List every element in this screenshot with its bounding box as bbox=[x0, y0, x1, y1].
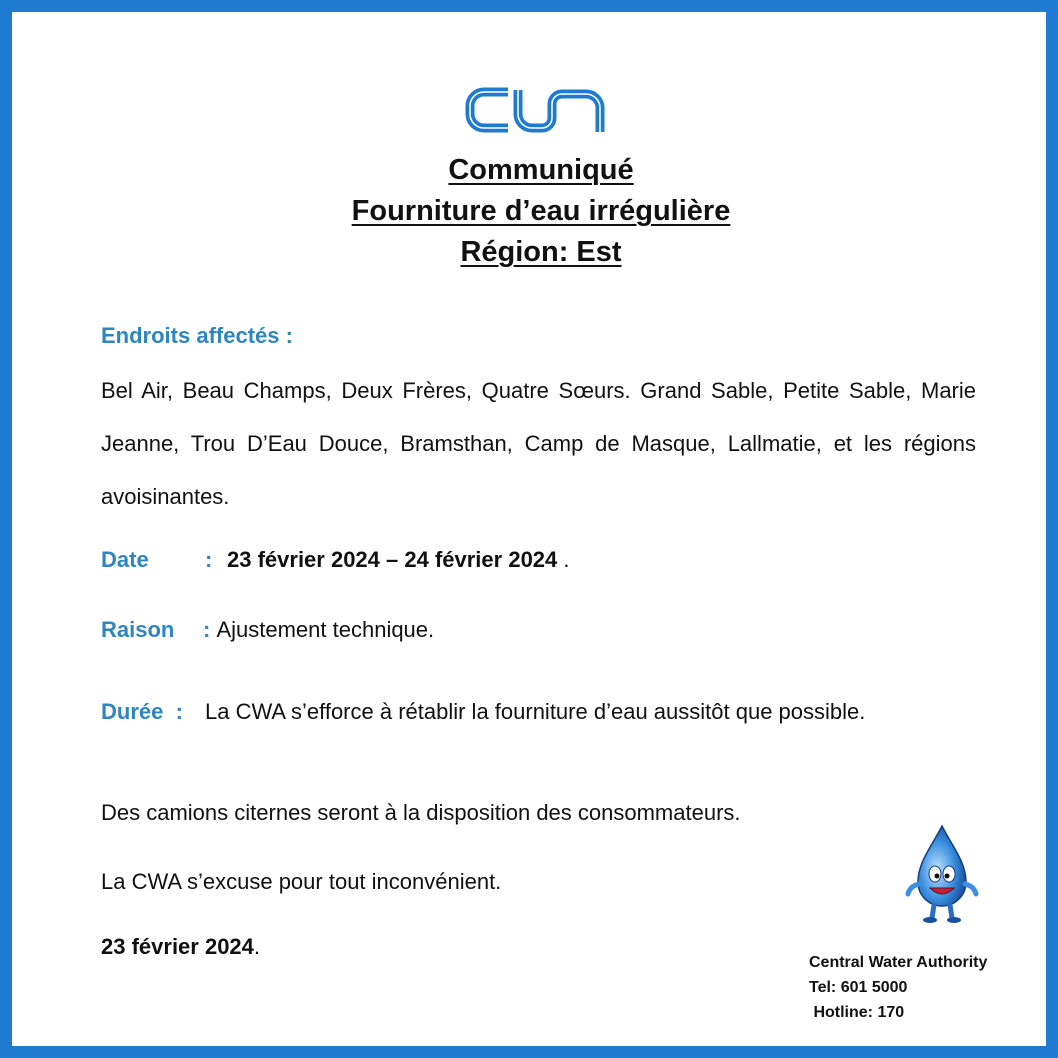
affected-places: Bel Air, Beau Champs, Deux Frères, Quatre Sœurs. Grand Sable, Petite Sable, Marie Jeanne, Trou D’Eau Douce, Bramsthan, Camp de Masque, Lallmatie, et les régions avoisinantes. bbox=[101, 378, 976, 509]
duration-label: Durée : bbox=[101, 699, 183, 724]
title-subject: Fourniture d’eau irrégulière bbox=[351, 195, 731, 227]
duration-value: La CWA s’efforce à rétablir la fourniture d’eau aussitôt que possible. bbox=[205, 699, 866, 724]
reason-colon: : bbox=[203, 617, 211, 642]
date-colon: : bbox=[205, 547, 213, 572]
date-end: . bbox=[557, 547, 570, 572]
contact-hotline: Hotline: 170 bbox=[809, 1004, 905, 1021]
reason-label: Raison bbox=[101, 617, 175, 642]
contact-block bbox=[809, 950, 987, 1025]
cwa-logo-icon bbox=[464, 84, 618, 136]
title-communique: Communiqué bbox=[448, 154, 634, 186]
notice-title bbox=[12, 150, 1058, 273]
title-region: Région: Est bbox=[460, 236, 622, 268]
duration-row bbox=[101, 694, 976, 730]
reason-row bbox=[101, 617, 976, 643]
water-drop-mascot-icon bbox=[902, 824, 982, 924]
tanker-trucks-note: Des camions citernes seront à la disposition des consommateurs. bbox=[101, 800, 741, 825]
affected-label: Endroits affectés : bbox=[101, 323, 293, 348]
contact-tel: Tel: 601 5000 bbox=[809, 979, 908, 996]
date-value: 23 février 2024 – 24 février 2024 bbox=[227, 547, 558, 572]
contact-org: Central Water Authority bbox=[809, 954, 988, 971]
reason-value: Ajustement technique. bbox=[216, 617, 435, 642]
signature-date: 23 février 2024. bbox=[101, 934, 261, 959]
apology-note: La CWA s’excuse pour tout inconvénient. bbox=[101, 869, 502, 894]
date-row bbox=[101, 547, 976, 573]
date-label: Date bbox=[101, 547, 149, 572]
